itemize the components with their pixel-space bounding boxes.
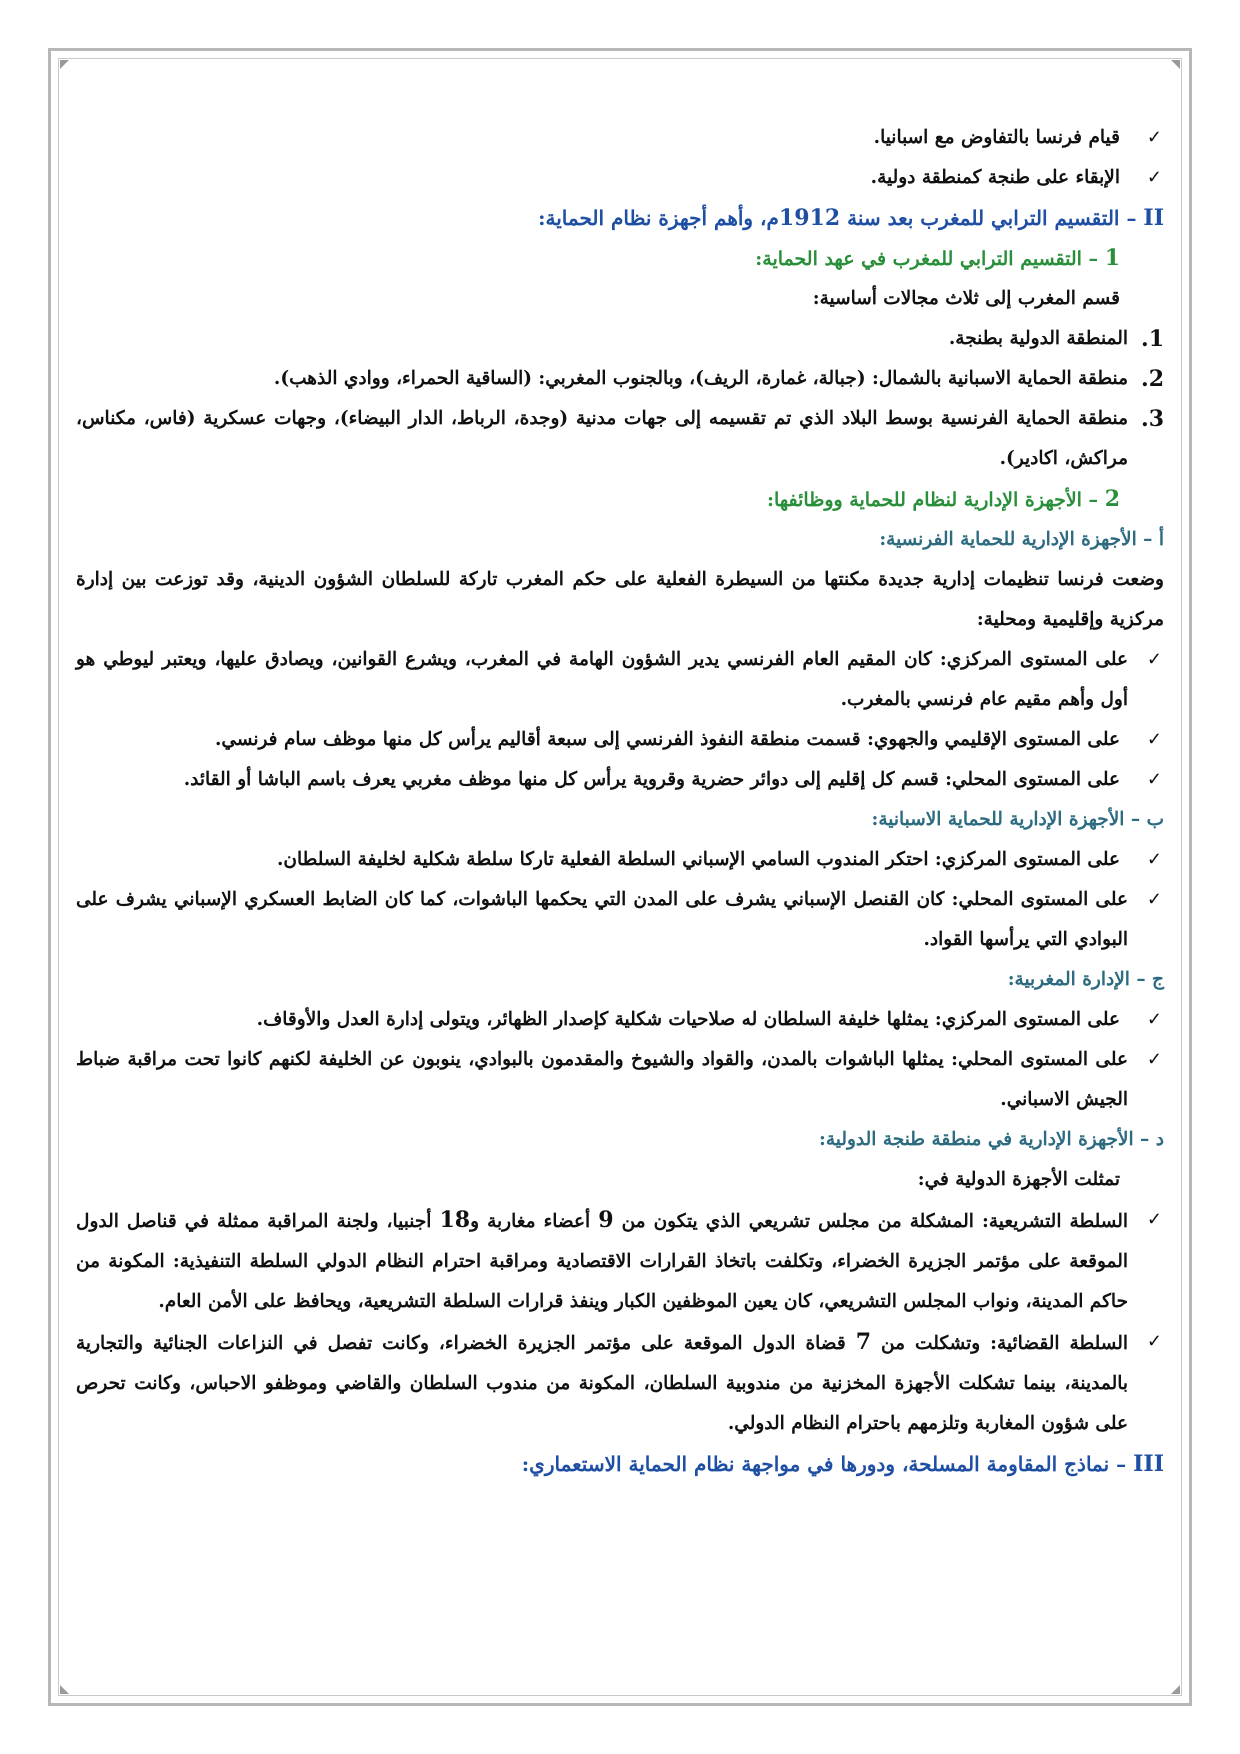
checkmark-icon: ✓ bbox=[1146, 649, 1162, 670]
list-item: ✓ قيام فرنسا بالتفاوض مع اسبانيا. bbox=[76, 118, 1164, 158]
list-item: ✓ على المستوى المركزي: يمثلها خليفة السلطان له صلاحيات شكلية كإصدار الظهائر، ويتولى إدارة العدل والأوقاف. bbox=[76, 1000, 1164, 1040]
list-item: ✓ على المستوى المركزي: كان المقيم العام الفرنسي يدير الشؤون الهامة في المغرب، ويشرع القوانين، ويصادق عليها، ويعتبر ليوطي هو أول وأهم مقيم عام فرنسي بالمغرب. bbox=[76, 640, 1164, 720]
list-item: ✓ السلطة القضائية: وتشكلت من 7 قضاة الدول الموقعة على مؤتمر الجزيرة الخضراء، وكانت تفصل في النزاعات الجنائية والتجارية بالمدينة، بينما تشكلت الأجهزة المخزنية من مندوبية السلطان، المكونة من مندوب السلطان والقاضي وموظفو الاحباس، وكانت تحرص على شؤون المغاربة وتلزمهم باحترام النظام الدولي. bbox=[76, 1322, 1164, 1444]
part-a-title: أ – الأجهزة الإدارية للحماية الفرنسية: bbox=[879, 529, 1164, 550]
corner-ornament bbox=[60, 60, 69, 69]
numbered-item: 2. منطقة الحماية الاسبانية بالشمال: (جبالة، غمارة، الريف)، وبالجنوب المغربي: (الساقية الحمراء، ووادي الذهب). bbox=[273, 366, 1164, 392]
list-item: ✓ على المستوى المحلي: يمثلها الباشوات بالمدن، والقواد والشيوخ والمقدمون بالبوادي، ينوبون عن الخليفة لكنهم كانوا تحت مراقبة ضباط الجيش الاسباني. bbox=[76, 1040, 1164, 1120]
corner-ornament bbox=[1171, 1685, 1180, 1694]
corner-ornament bbox=[1171, 60, 1180, 69]
checkmark-icon: ✓ bbox=[1146, 849, 1162, 870]
corner-ornament bbox=[60, 1685, 69, 1694]
checkmark-icon: ✓ bbox=[1146, 127, 1162, 148]
section-heading-2: II – التقسيم الترابي للمغرب بعد سنة 1912م، وأهم أجهزة نظام الحماية: bbox=[538, 205, 1164, 231]
checkmark-icon: ✓ bbox=[1146, 1049, 1162, 1070]
list-item: ✓ على المستوى المركزي: احتكر المندوب السامي الإسباني السلطة الفعلية تاركا سلطة شكلية لخليفة السلطان. bbox=[76, 840, 1164, 880]
paragraph: وضعت فرنسا تنظيمات إدارية جديدة مكنتها من السيطرة الفعلية على حكم المغرب تاركة للسلطان الشؤون الدينية، وقد توزعت بين إدارة مركزية وإقليمية ومحلية: bbox=[76, 569, 1164, 630]
list-item: ✓ على المستوى الإقليمي والجهوي: قسمت منطقة النفوذ الفرنسي إلى سبعة أقاليم يرأس كل منها موظف سام فرنسي. bbox=[76, 720, 1164, 760]
checkmark-icon: ✓ bbox=[1146, 729, 1162, 750]
paragraph: تمثلت الأجهزة الدولية في: bbox=[917, 1169, 1120, 1190]
checkmark-icon: ✓ bbox=[1146, 769, 1162, 790]
part-c-title: ج – الإدارة المغربية: bbox=[1007, 969, 1164, 990]
numbered-item: 1. المنطقة الدولية بطنجة. bbox=[948, 326, 1164, 352]
checkmark-icon: ✓ bbox=[1146, 1331, 1162, 1352]
checkmark-icon: ✓ bbox=[1146, 167, 1162, 188]
document-body bbox=[76, 118, 1164, 1484]
part-d-title: د – الأجهزة الإدارية في منطقة طنجة الدولية: bbox=[819, 1129, 1164, 1150]
list-item: ✓ السلطة التشريعية: المشكلة من مجلس تشريعي الذي يتكون من 9 أعضاء مغاربة و18 أجنبيا، ولجنة المراقبة ممثلة في قناصل الدول الموقعة على مؤتمر الجزيرة الخضراء، وتكلفت باتخاذ القرارات الاقتصادية ومراقبة احترام النظام الدولي السلطة التنفيذية: المكونة من حاكم المدينة، ونواب المجلس التشريعي، كان يعين الموظفين الكبار وينفذ قرارات السلطة التشريعية، ويحافظ على الأمن العام. bbox=[76, 1200, 1164, 1322]
checkmark-icon: ✓ bbox=[1146, 1009, 1162, 1030]
checkmark-icon: ✓ bbox=[1146, 889, 1162, 910]
part-b-title: ب – الأجهزة الإدارية للحماية الاسبانية: bbox=[871, 809, 1164, 830]
checkmark-icon: ✓ bbox=[1146, 1209, 1162, 1230]
list-item: ✓ على المستوى المحلي: كان القنصل الإسباني يشرف على المدن التي يحكمها الباشوات، كما كان الضابط العسكري الإسباني يشرف على البوادي التي يرأسها القواد. bbox=[76, 880, 1164, 960]
list-item: ✓ الإبقاء على طنجة كمنطقة دولية. bbox=[76, 158, 1164, 198]
subheading-2: 2 – الأجهزة الإدارية لنظام للحماية ووظائفها: bbox=[766, 486, 1120, 512]
subheading-1: 1 – التقسيم الترابي للمغرب في عهد الحماية: bbox=[755, 245, 1120, 271]
section-heading-3: III – نماذج المقاومة المسلحة، ودورها في مواجهة نظام الحماية الاستعماري: bbox=[521, 1451, 1164, 1477]
numbered-item: 3. منطقة الحماية الفرنسية بوسط البلاد الذي تم تقسيمه إلى جهات مدنية (وجدة، الرباط، الدار البيضاء)، وجهات عسكرية (فاس، مكناس، مراكش، اكادير). bbox=[76, 406, 1164, 469]
paragraph: قسم المغرب إلى ثلاث مجالات أساسية: bbox=[812, 288, 1120, 309]
list-item: ✓ على المستوى المحلي: قسم كل إقليم إلى دوائر حضرية وقروية يرأس كل منها موظف مغربي يعرف باسم الباشا أو القائد. bbox=[76, 760, 1164, 800]
